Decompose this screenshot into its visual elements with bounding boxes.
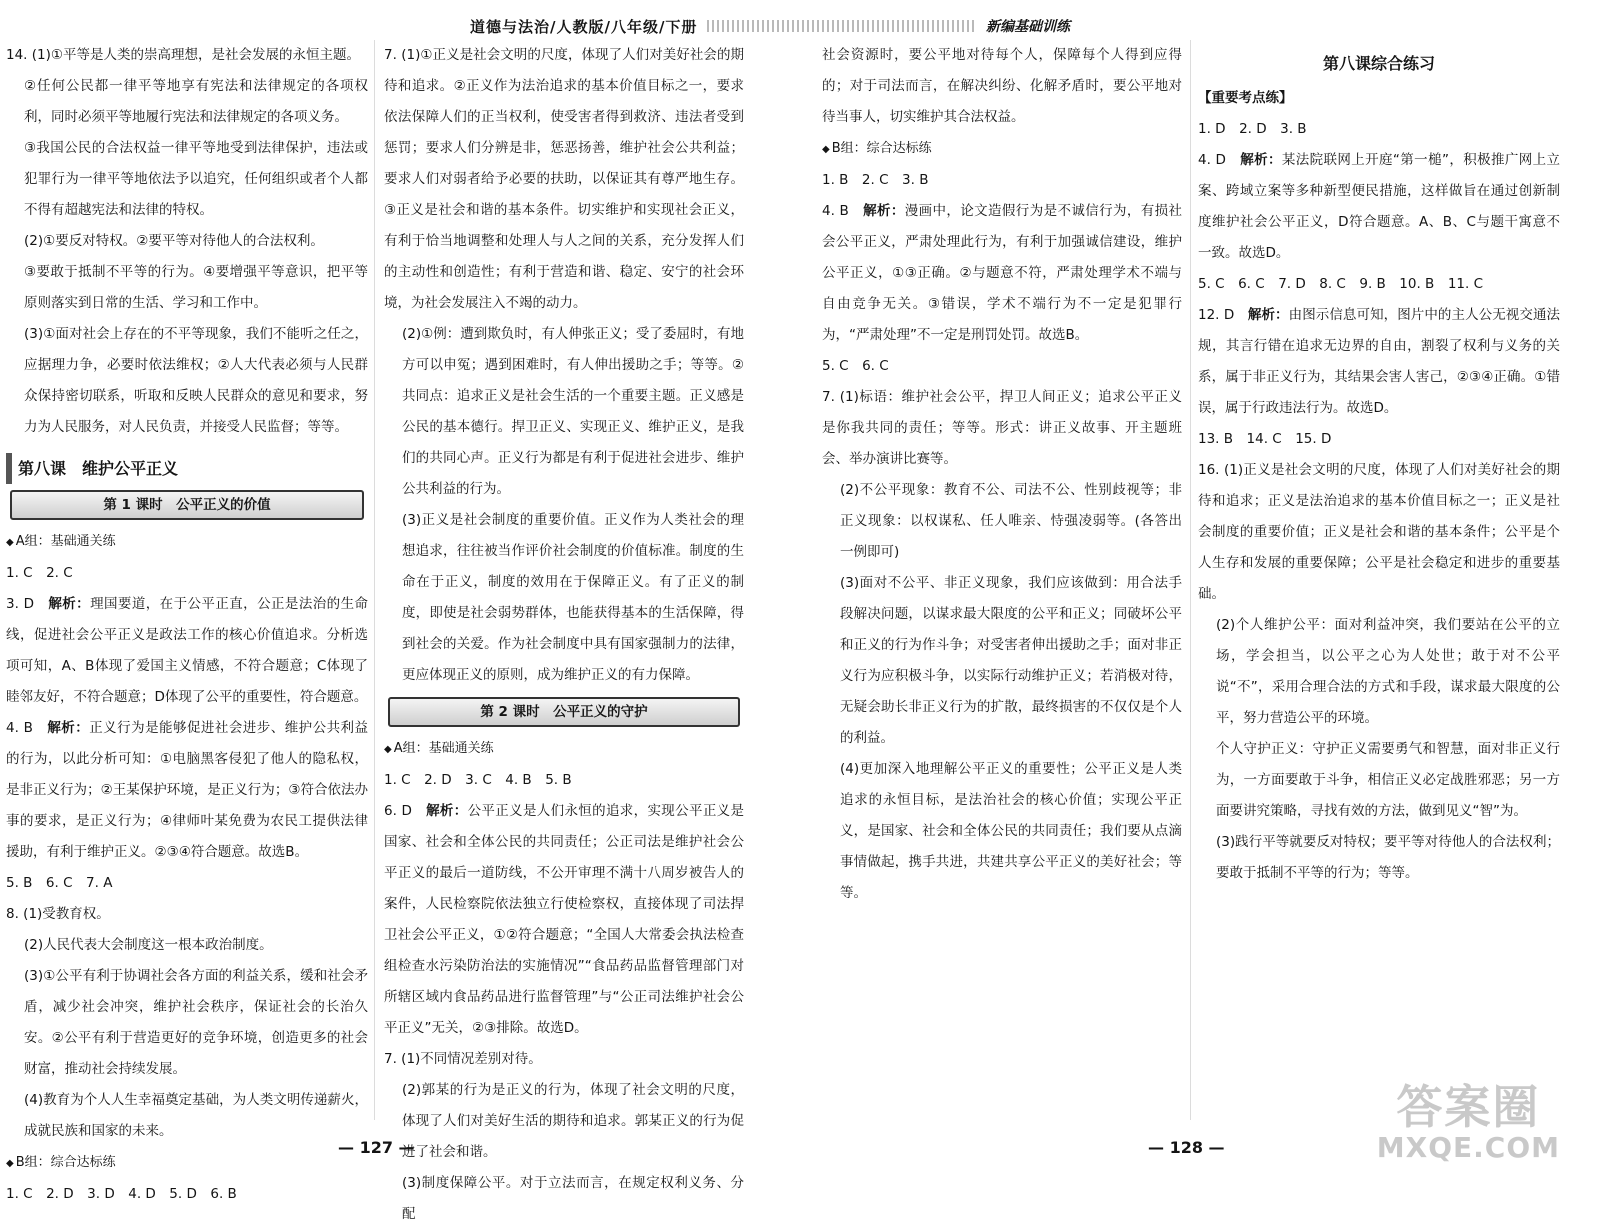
answer-line: 7. (1)不同情况差别对待。 [384,1051,542,1067]
explanation-marker: 解析： [48,596,91,612]
group-label-text: A组：基础通关练 [393,741,494,756]
answer-line: 5. C 6. C [822,358,889,374]
section-band: 第 1 课时 公平正义的价值 [10,490,364,520]
watermark-text: 答案圈 [1396,1080,1541,1134]
answer-line: 6. D 解析：公平正义是人们永恒的追求，实现公平正义是国家、社会和全体公民的共同责任；公正司法是维护社会公平正义的最后一道防线，不公开审理不满十八周岁被告人的案件，人民检察院依法独立行使检察权，直接体现了司法捍卫社会公平正义，①②符合题意；“全国人大常委会执法检查组检查水污染防治法的实施情况”“食品药品监督管理部门对所辖区域内食品药品进行监督管理”与“公正司法维护社会公平正义”无关，②③排除。故选D。 [384,803,744,1036]
answer-line: 个人守护正义：守护正义需要勇气和智慧，面对非正义行为，一方面要敢于斗争，相信正义必定战胜邪恶；另一方面要讲究策略，寻找有效的方法，做到见义“智”为。 [1216,741,1560,819]
q7-line: 7. (1)①正义是社会文明的尺度，体现了人们对美好社会的期待和追求。②正义作为法治追求的基本价值目标之一，要求依法保障人们的正当权利，使受害者得到救济、违法者受到惩罚；要求人们分辨是非，惩恶扬善，维护社会公共利益；要求人们对弱者给予必要的扶助，以保证其有尊严地生存。③正义是社会和谐的基本条件。切实维护和实现社会正义，有利于恰当地调整和处理人与人之间的关系，充分发挥人们的主动性和创造性；有利于营造和谐、稳定、安宁的社会环境，为社会发展注入不竭的动力。 [384,47,744,311]
answer-line: 13. B 14. C 15. D [1198,431,1332,447]
column-2 [384,40,744,1222]
header-brand: 新编基础训练 [986,19,1070,35]
answer-line: 1. C 2. D 3. D 4. D 5. D 6. B [6,1186,237,1202]
answer-line: (3)面对不公平、非正义现象，我们应该做到：用合法手段解决问题，以谋求最大限度的公平和正义；同破坏公平和正义的行为作斗争；对受害者伸出援助之手；面对非正义行为应积极斗争，以实际行动维护正义；若消极对待，无疑会助长非正义行为的扩散，最终损害的不仅仅是个人的利益。 [840,575,1182,746]
running-header [470,14,1070,38]
group-label-text: B组：综合达标练 [831,141,932,156]
page-number-right: — 128 — [1148,1138,1225,1157]
answer-line: (2)郭某的行为是正义的行为，体现了社会文明的尺度，体现了人们对美好生活的期待和追求。郭某正义的行为促进了社会和谐。 [402,1082,744,1160]
answer-line: 4. D 解析：某法院联网上开庭“第一槌”，积极推广网上立案、跨域立案等多种新型便民措施，这样做旨在通过创新制度维护社会公平正义，D符合题意。A、B、C与题干寓意不一致。故选D。 [1198,152,1560,261]
answer-line: 7. (1)标语：维护社会公平，捍卫人间正义；追求公平正义是你我共同的责任；等等。形式：讲正义故事、开主题班会、举办演讲比赛等。 [822,389,1182,467]
answer-line: (3)①公平有利于协调社会各方面的利益关系，缓和社会矛盾，减少社会冲突，维护社会秩序，保证社会的长治久安。②公平有利于营造更好的竞争环境，创造更多的社会财富，推动社会持续发展。 [24,968,368,1077]
diamond-icon: ◆ [6,537,14,548]
diamond-icon: ◆ [822,144,830,155]
group-label [6,1147,368,1179]
answer-line: 4. B 解析：漫画中，论文造假行为是不诚信行为，有损社会公平正义，严肃处理此行为，有利于加强诚信建设，维护公平正义，①③正确。②与题意不符，严肃处理学术不端与自由竞争无关。③错误，学术不端行为不一定是犯罪行为，“严肃处理”不一定是刑罚处罚。故选B。 [822,203,1183,343]
q14-line: 14. (1)①平等是人类的崇高理想，是社会发展的永恒主题。 [6,47,360,63]
column-divider [374,40,375,1120]
answer-line: 8. (1)受教育权。 [6,906,110,922]
answer-line: 1. D 2. D 3. B [1198,121,1307,137]
q7-line: (2)①例：遭到欺负时，有人伸张正义；受了委屈时，有地方可以申冤；遇到困难时，有人伸出援助之手；等等。②共同点：追求正义是社会生活的一个重要主题。正义感是公民的基本德行。捍卫正义、实现正义、维护正义，是我们的共同心声。正义行为都是有利于促进社会进步、维护公共利益的行为。 [402,326,744,497]
group-label-text: B组：综合达标练 [15,1155,116,1170]
q14-line: (3)①面对社会上存在的不平等现象，我们不能听之任之，应据理力争，必要时依法维权；②人大代表必须与人民群众保持密切联系，听取和反映人民群众的意见和要求，努力为人民服务，对人民负责，并接受人民监督；等等。 [24,326,368,435]
explanation-marker: 解析： [426,803,468,819]
header-bar [707,20,976,32]
answer-line: 4. B 解析：正义行为是能够促进社会进步、维护公共利益的行为，以此分析可知：①电脑黑客侵犯了他人的隐私权，是非正义行为；②王某保护环境，是正义行为；③符合依法办事的要求，是正义行为；④律师叶某免费为农民工提供法律援助，有利于维护正义。②③④符合题意。故选B。 [6,720,369,860]
group-label [384,733,744,765]
column-4 [1198,40,1560,1150]
answer-line: 16. (1)正义是社会文明的尺度，体现了人们对美好社会的期待和追求；正义是法治追求的基本价值目标之一；正义是社会制度的重要价值；正义是社会和谐的基本条件；公平是个人生存和发展的重要保障；公平是社会稳定和进步的重要基础。 [1198,462,1560,602]
answer-line: 1. C 2. D 3. C 4. B 5. B [384,772,572,788]
answer-line: 12. D 解析：由图示信息可知，图片中的主人公无视交通法规，其言行错在追求无边界的自由，割裂了权利与义务的关系，属于非正义行为，其结果会害人害己，②③④正确。①错误，属于行政违法行为。故选D。 [1198,307,1561,416]
column-1 [6,40,369,1202]
q14-line: ③要敢于抵制不平等的行为。④要增强平等意识，把平等原则落实到日常的生活、学习和工作中。 [24,264,368,311]
subsection-title: 【重要考点练】 [1198,90,1293,106]
page-number-left: — 127 — [338,1138,415,1157]
explanation-marker: 解析： [863,203,905,219]
group-label [822,133,1182,165]
explanation-marker: 解析： [1240,152,1282,168]
watermark-url: MXQE.COM [1376,1130,1560,1164]
answer-line: 5. B 6. C 7. A [6,875,113,891]
answer-line: (3)践行平等就要反对特权；要平等对待他人的合法权利；要敢于抵制不平等的行为；等等。 [1216,834,1560,881]
q7-line: (3)正义是社会制度的重要价值。正义作为人类社会的理想追求，往往被当作评价社会制度的价值标准。制度的生命在于正义，制度的效用在于保障正义。有了正义的制度，即使是社会弱势群体，也能获得基本的生活保障，得到社会的关爱。作为社会制度中具有国家强制力的法律，更应体现正义的原则，成为维护正义的有力保障。 [402,512,744,683]
q14-line: ②任何公民都一律平等地享有宪法和法律规定的各项权利，同时必须平等地履行宪法和法律规定的各项义务。 [24,78,368,125]
lesson-title: 第八课 维护公平正义 [6,453,368,484]
group-label-text: A组：基础通关练 [15,534,116,549]
group-label [6,526,368,558]
explanation-marker: 解析： [1247,307,1289,323]
answer-line: 5. C 6. C 7. D 8. C 9. B 10. B 11. C [1198,276,1484,292]
answer-line: (4)教育为个人人生幸福奠定基础，为人类文明传递薪火，成就民族和国家的未来。 [24,1092,368,1139]
q14-line: ③我国公民的合法权益一律平等地受到法律保护，违法或犯罪行为一律平等地依法予以追究，任何组织或者个人都不得有超越宪法和法律的特权。 [24,140,368,218]
column-divider [1190,40,1191,1120]
continued-text: 社会资源时，要公平地对待每个人，保障每个人得到应得的；对于司法而言，在解决纠纷、化解矛盾时，要公平地对待当事人，切实维护其合法权益。 [822,47,1182,125]
answer-line: 3. D 解析：理国要道，在于公平正直，公正是法治的生命线，促进社会公平正义是政法工作的核心价值追求。分析选项可知，A、B体现了爱国主义情感，不符合题意；C体现了睦邻友好，不符合题意；D体现了公平的重要性，符合题意。 [6,596,369,705]
q14-line: (2)①要反对特权。②要平等对待他人的合法权利。 [24,233,324,249]
column-3 [822,40,1182,1150]
diamond-icon: ◆ [384,744,392,755]
answer-line: (2)人民代表大会制度这一根本政治制度。 [24,937,273,953]
answer-line: 1. C 2. C [6,565,73,581]
diamond-icon: ◆ [6,1158,14,1169]
section-title: 第八课综合练习 [1322,54,1435,73]
answer-line: (3)制度保障公平。对于立法而言，在规定权利义务、分配 [402,1175,744,1222]
answer-line: (2)不公平现象：教育不公、司法不公、性别歧视等；非正义现象：以权谋私、任人唯亲、恃强凌弱等。(各答出一例即可) [840,482,1182,560]
answer-line: 1. B 2. C 3. B [822,172,929,188]
explanation-marker: 解析： [47,720,90,736]
answer-line: (4)更加深入地理解公平正义的重要性；公平正义是人类追求的永恒目标，是法治社会的核心价值；实现公平正义，是国家、社会和全体公民的共同责任；我们要从点滴事情做起，携手共进，共建共享公平正义的美好社会；等等。 [840,761,1182,901]
section-band: 第 2 课时 公平正义的守护 [388,697,740,727]
watermark-logo [1377,1082,1560,1163]
answer-line: (2)个人维护公平：面对利益冲突，我们要站在公平的立场，学会担当，以公平之心为人处世；敢于对不公平说“不”，采用合理合法的方式和手段，谋求最大限度的公平，努力营造公平的环境。 [1216,617,1560,726]
header-title: 道德与法治/人教版/八年级/下册 [470,17,698,36]
